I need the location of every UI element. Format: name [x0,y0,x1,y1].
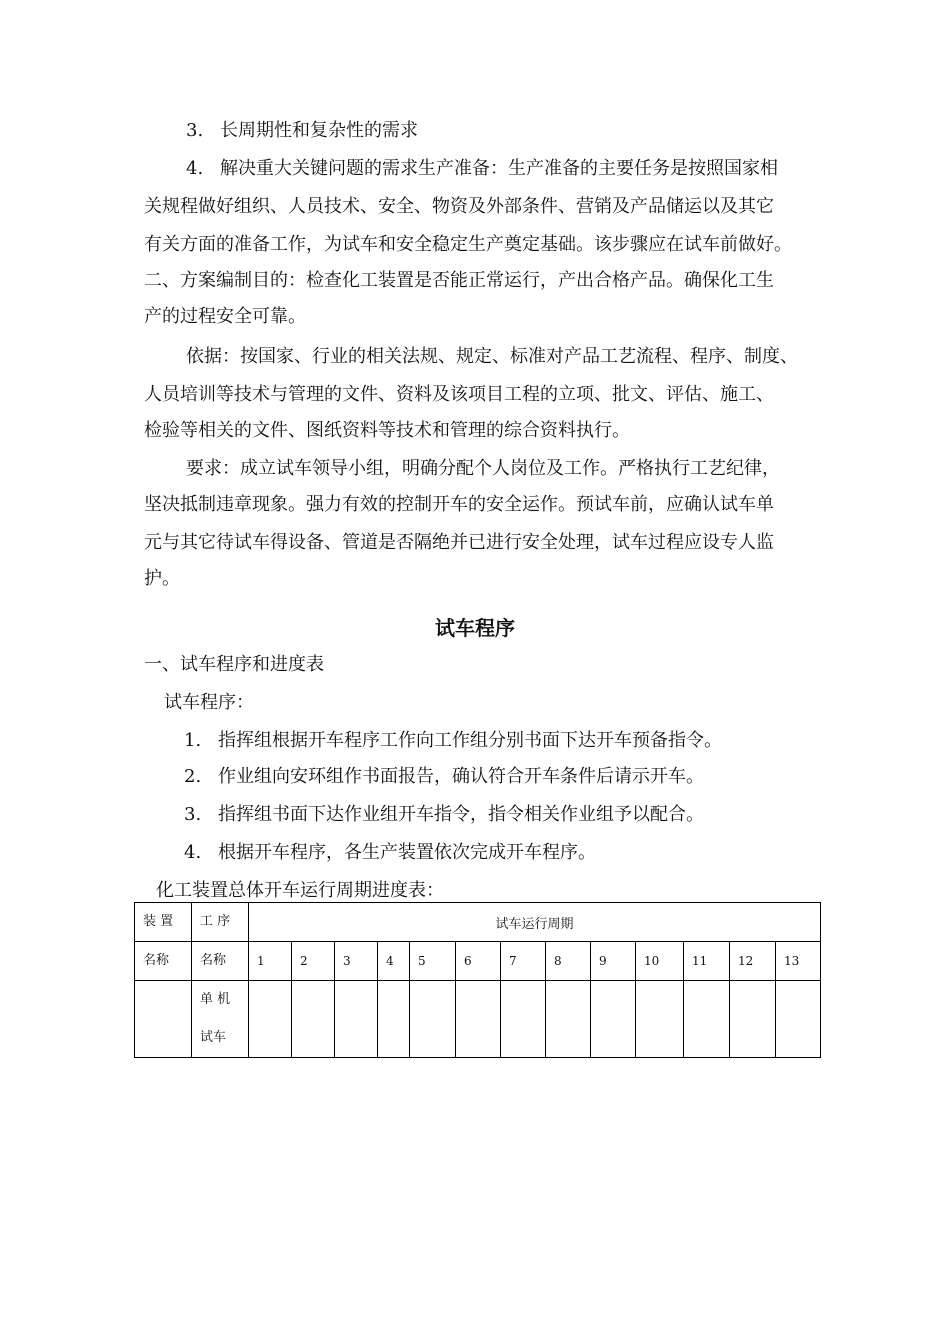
schedule-cell [546,981,591,1058]
step-text: 指挥组根据开车程序工作向工作组分别书面下达开车预备指令。 [218,730,722,751]
schedule-cell [591,981,636,1058]
step-text: 根据开车程序，各生产装置依次完成开车程序。 [218,842,596,863]
paragraph-line: 坚决抵制违章现象。强力有效的控制开车的安全运作。预试车前，应确认试车单 [144,494,774,515]
process-name-cell [192,981,249,1058]
paragraph-line: 有关方面的准备工作，为试车和安全稳定生产奠定基础。该步骤应在试车前做好。 [144,234,792,255]
period-number: 2 [292,942,335,981]
section-subtitle: 一、试车程序和进度表 [144,654,324,675]
header-process-bottom: 名称 [192,942,249,981]
list-item-3 [186,120,418,142]
schedule-cell [410,981,456,1058]
step-number: 2. [184,766,202,787]
schedule-cell [378,981,410,1058]
paragraph-line: 人员培训等技术与管理的文件、资料及该项目工程的立项、批文、评估、施工、 [144,384,774,405]
section-title: 试车程序 [435,616,515,640]
schedule-cell [456,981,501,1058]
schedule-cell [636,981,684,1058]
device-name-cell [135,981,192,1058]
period-number: 3 [335,942,378,981]
schedule-cell [335,981,378,1058]
schedule-cell [292,981,335,1058]
period-number: 6 [456,942,501,981]
list-text: 解决重大关键问题的需求生产准备：生产准备的主要任务是按照国家相 [220,158,778,179]
period-number: 5 [410,942,456,981]
paragraph-line: 护。 [144,568,180,589]
schedule-cell [501,981,546,1058]
list-text: 长周期性和复杂性的需求 [220,120,418,141]
header-process-top: 工 序 [192,903,249,942]
period-number: 7 [501,942,546,981]
step-text: 指挥组书面下达作业组开车指令，指令相关作业组予以配合。 [218,804,704,825]
schedule-cell [730,981,776,1058]
step-number: 3. [184,804,202,825]
paragraph-line: 检验等相关的文件、图纸资料等技术和管理的综合资料执行。 [144,420,630,441]
list-number: 3. [186,120,204,141]
schedule-table [134,902,821,1058]
table-caption: 化工装置总体开车运行周期进度表： [156,880,444,901]
step-number: 4. [184,842,202,863]
period-number: 10 [636,942,684,981]
header-device-bottom: 名称 [135,942,192,981]
step-item [184,804,704,826]
process-name-line1: 单 机 [200,992,231,1007]
paragraph-line: 产的过程安全可靠。 [144,306,306,327]
procedure-label: 试车程序： [164,692,254,713]
schedule-cell [684,981,730,1058]
period-number: 1 [249,942,292,981]
paragraph-line: 二、方案编制目的：检查化工装置是否能正常运行，产出合格产品。确保化工生 [144,270,774,291]
period-number: 9 [591,942,636,981]
list-item-4 [186,158,778,180]
paragraph-line: 要求：成立试车领导小组，明确分配个人岗位及工作。严格执行工艺纪律， [186,458,780,479]
step-item [184,766,704,788]
header-device-top: 装 置 [135,903,192,942]
list-number: 4. [186,158,204,179]
paragraph-line: 依据：按国家、行业的相关法规、规定、标准对产品工艺流程、程序、制度、 [186,346,798,367]
process-name-line2: 试车 [200,1030,227,1045]
paragraph-line: 关规程做好组织、人员技术、安全、物资及外部条件、营销及产品储运以及其它 [144,196,774,217]
period-number: 11 [684,942,730,981]
schedule-cell [249,981,292,1058]
period-number: 8 [546,942,591,981]
paragraph-line: 元与其它待试车得设备、管道是否隔绝并已进行安全处理，试车过程应设专人监 [144,532,774,553]
step-item [184,730,722,752]
period-number: 12 [730,942,776,981]
schedule-cell [776,981,821,1058]
step-text: 作业组向安环组作书面报告，确认符合开车条件后请示开车。 [218,766,704,787]
period-number: 4 [378,942,410,981]
period-header: 试车运行周期 [249,903,821,942]
period-number: 13 [776,942,821,981]
step-item [184,842,596,864]
step-number: 1. [184,730,202,751]
